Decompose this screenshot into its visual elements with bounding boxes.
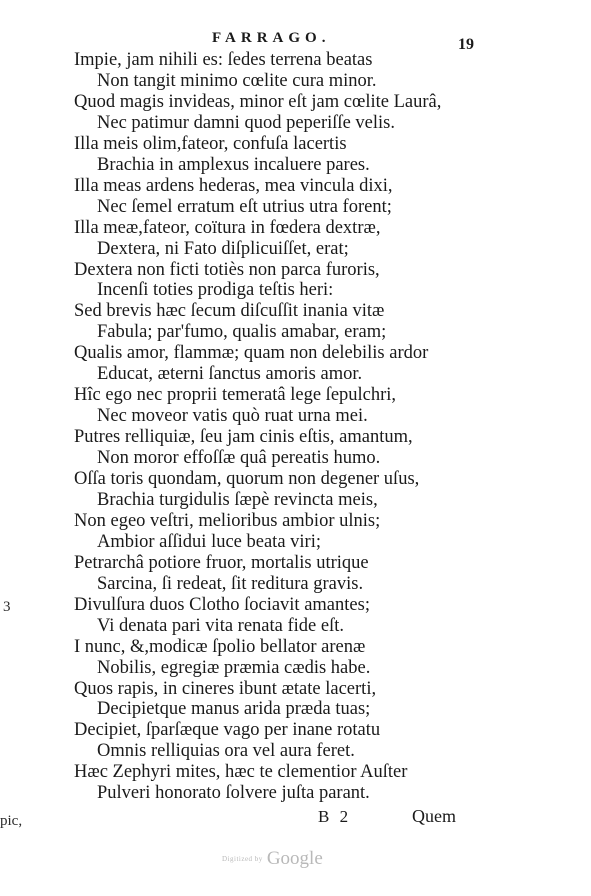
verse-line: Non egeo veſtri, melioribus ambior ulnis; [74, 510, 381, 531]
verse-line: Petrarchâ potiore fruor, mortalis utrique [74, 552, 369, 573]
catchword: Quem [412, 806, 456, 826]
verse-line: Non tangit minimo cœlite cura minor. [97, 70, 377, 91]
verse-line: Oſſa toris quondam, quorum non degener uſus, [74, 469, 420, 489]
verse-line: Nobilis, egregiæ præmia cædis habe. [97, 657, 371, 678]
verse-line: Brachia in amplexus incaluere pares. [97, 154, 370, 175]
verse-line: Divulſura duos Clotho ſociavit amantes; [74, 594, 370, 615]
running-head: FARRAGO. [212, 30, 331, 46]
verse-line: Ambior aſſidui luce beata viri; [97, 531, 321, 552]
verse-line: Dextera, ni Fato diſplicuiſſet, erat; [97, 238, 349, 259]
verse-line: Illa meas ardens hederas, mea vincula dixi, [74, 175, 393, 196]
verse-line: Decipiet, ſparſæque vago per inane rotatu [74, 720, 381, 741]
verse-line: Nec patimur damni quod peperiſſe velis. [97, 112, 395, 133]
verse-line: Omnis relliquias ora vel aura feret. [97, 741, 355, 762]
verse-line: Quod magis invideas, minor eſt jam cœlite Laurâ, [74, 91, 442, 112]
verse-line: Sarcina, ſi redeat, ſit reditura gravis. [97, 573, 364, 594]
verse-line: Impie, jam nihili es: ſedes terrena beatas [74, 50, 373, 70]
verse-line: Sed brevis hæc ſecum diſcuſſit inania vitæ [74, 301, 385, 322]
verse-line: Illa meæ,fateor, coïtura in fœdera dextræ, [74, 217, 381, 238]
verse-line: Decipietque manus arida præda tuas; [97, 699, 371, 720]
verse-line: Hîc ego nec proprii temeratâ lege ſepulchri, [74, 385, 397, 406]
margin-mark-left-low: pic, [0, 813, 23, 829]
watermark-brand: Google [266, 848, 323, 869]
signature-mark: B 2 [318, 807, 352, 826]
verse-line: Qualis amor, flammæ; quam non delebilis ardor [74, 343, 429, 364]
verse-line: Vi denata pari vita renata fide eſt. [97, 615, 344, 636]
verse-line: Quos rapis, in cineres ibunt ætate lacerti, [74, 678, 377, 699]
digitization-watermark [222, 848, 323, 870]
verse-line: Educat, æterni ſanctus amoris amor. [97, 364, 363, 385]
verse-line: Hæc Zephyri mites, hæc te clementior Auſter [74, 762, 408, 783]
watermark-prefix: Digitized by [222, 855, 263, 863]
verse-line: Non moror effoſſæ quâ pereatis humo. [97, 448, 381, 469]
verse-line: Putres relliquiæ, ſeu jam cinis eſtis, amantum, [74, 427, 413, 448]
page-number: 19 [458, 36, 474, 53]
verse-line: Incenſi toties prodiga teſtis heri: [97, 280, 334, 301]
margin-mark-left: 3 [3, 599, 11, 615]
verse-line: Nec moveor vatis quò ruat urna mei. [97, 406, 368, 427]
verse-line: Illa meis olim,fateor, confuſa lacertis [74, 133, 347, 154]
verse-line: Nec ſemel erratum eſt utrius utra forent; [97, 196, 392, 217]
verse-line: Pulveri honorato ſolvere juſta parant. [97, 783, 370, 804]
verse-line: Brachia turgidulis ſæpè revincta meis, [97, 489, 378, 510]
verse-line: Fabula; par'fumo, qualis amabar, eram; [97, 322, 387, 343]
verse-line: I nunc, &,modicæ ſpolio bellator arenæ [74, 636, 366, 657]
verse-line: Dextera non ficti totiès non parca furoris, [74, 259, 380, 280]
